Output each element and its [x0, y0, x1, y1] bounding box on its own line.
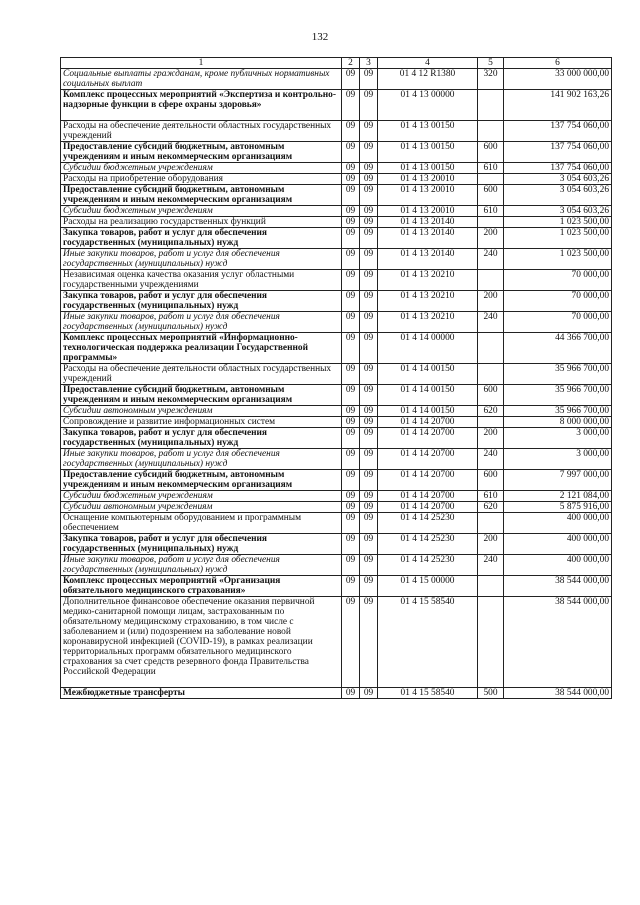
amount-cell: 1 023 500,00 — [504, 228, 612, 249]
target-article-cell: 01 4 13 20140 — [378, 217, 478, 228]
expense-type-cell — [478, 576, 504, 597]
amount-cell: 5 875 916,00 — [504, 502, 612, 513]
section-code-cell: 09 — [342, 69, 360, 90]
row-name-cell: Социальные выплаты гражданам, кроме публичных нормативных социальных выплат — [61, 69, 342, 90]
amount-cell: 1 023 500,00 — [504, 217, 612, 228]
target-article-cell: 01 4 13 20210 — [378, 312, 478, 333]
target-article-cell: 01 4 13 00150 — [378, 163, 478, 174]
table-row — [61, 185, 612, 206]
amount-cell: 137 754 060,00 — [504, 142, 612, 163]
target-article-cell: 01 4 14 25230 — [378, 513, 478, 534]
expense-type-cell: 320 — [478, 69, 504, 90]
table-row — [61, 385, 612, 406]
expense-type-cell — [478, 417, 504, 428]
expense-type-cell: 610 — [478, 206, 504, 217]
section-code-cell: 09 — [342, 513, 360, 534]
subsection-code-cell: 09 — [360, 69, 378, 90]
budget-table — [60, 57, 612, 699]
target-article-cell: 01 4 14 00150 — [378, 385, 478, 406]
row-name-cell: Комплекс процессных мероприятий «Организация обязательного медицинского страхования» — [61, 576, 342, 597]
table-row — [61, 470, 612, 491]
column-header-4: 4 — [378, 58, 478, 69]
expense-type-cell — [478, 174, 504, 185]
subsection-code-cell: 09 — [360, 249, 378, 270]
expense-type-cell: 610 — [478, 491, 504, 502]
column-header-2: 2 — [342, 58, 360, 69]
table-row — [61, 513, 612, 534]
table-row — [61, 333, 612, 364]
table-row — [61, 502, 612, 513]
section-code-cell: 09 — [342, 90, 360, 121]
subsection-code-cell: 09 — [360, 449, 378, 470]
target-article-cell: 01 4 13 00150 — [378, 121, 478, 142]
table-row — [61, 406, 612, 417]
table-row — [61, 174, 612, 185]
column-header-1: 1 — [61, 58, 342, 69]
subsection-code-cell: 09 — [360, 385, 378, 406]
table-row — [61, 291, 612, 312]
target-article-cell: 01 4 13 20140 — [378, 228, 478, 249]
amount-cell: 35 966 700,00 — [504, 406, 612, 417]
row-name-cell: Оснащение компьютерным оборудованием и программным обеспечением — [61, 513, 342, 534]
row-name-cell: Комплекс процессных мероприятий «Информационно-технологическая поддержка реализации Государственной программы» — [61, 333, 342, 364]
table-row — [61, 228, 612, 249]
target-article-cell: 01 4 13 00000 — [378, 90, 478, 121]
row-name-cell: Межбюджетные трансферты — [61, 688, 342, 699]
table-body — [61, 69, 612, 699]
amount-cell: 7 997 000,00 — [504, 470, 612, 491]
row-name-cell: Субсидии автономным учреждениям — [61, 406, 342, 417]
subsection-code-cell: 09 — [360, 491, 378, 502]
amount-cell: 141 902 163,26 — [504, 90, 612, 121]
target-article-cell: 01 4 12 R1380 — [378, 69, 478, 90]
subsection-code-cell: 09 — [360, 90, 378, 121]
amount-cell: 400 000,00 — [504, 534, 612, 555]
amount-cell: 70 000,00 — [504, 312, 612, 333]
expense-type-cell — [478, 333, 504, 364]
section-code-cell: 09 — [342, 428, 360, 449]
row-name-cell: Предоставление субсидий бюджетным, автономным учреждениям и иным некоммерческим организациям — [61, 470, 342, 491]
section-code-cell: 09 — [342, 206, 360, 217]
subsection-code-cell: 09 — [360, 597, 378, 688]
section-code-cell: 09 — [342, 142, 360, 163]
section-code-cell: 09 — [342, 406, 360, 417]
amount-cell: 400 000,00 — [504, 513, 612, 534]
section-code-cell: 09 — [342, 555, 360, 576]
expense-type-cell: 620 — [478, 502, 504, 513]
table-row — [61, 312, 612, 333]
table-row — [61, 555, 612, 576]
section-code-cell: 09 — [342, 502, 360, 513]
subsection-code-cell: 09 — [360, 270, 378, 291]
subsection-code-cell: 09 — [360, 576, 378, 597]
target-article-cell: 01 4 13 00150 — [378, 142, 478, 163]
amount-cell: 3 000,00 — [504, 449, 612, 470]
amount-cell: 44 366 700,00 — [504, 333, 612, 364]
expense-type-cell: 200 — [478, 534, 504, 555]
amount-cell: 137 754 060,00 — [504, 163, 612, 174]
expense-type-cell — [478, 364, 504, 385]
row-name-cell: Субсидии автономным учреждениям — [61, 502, 342, 513]
amount-cell: 38 544 000,00 — [504, 597, 612, 688]
target-article-cell: 01 4 13 20010 — [378, 206, 478, 217]
section-code-cell: 09 — [342, 576, 360, 597]
target-article-cell: 01 4 14 25230 — [378, 534, 478, 555]
section-code-cell: 09 — [342, 291, 360, 312]
subsection-code-cell: 09 — [360, 217, 378, 228]
target-article-cell: 01 4 13 20010 — [378, 185, 478, 206]
subsection-code-cell: 09 — [360, 174, 378, 185]
amount-cell: 35 966 700,00 — [504, 385, 612, 406]
amount-cell: 35 966 700,00 — [504, 364, 612, 385]
row-name-cell: Иные закупки товаров, работ и услуг для обеспечения государственных (муниципальных) нужд — [61, 312, 342, 333]
subsection-code-cell: 09 — [360, 364, 378, 385]
row-name-cell: Иные закупки товаров, работ и услуг для обеспечения государственных (муниципальных) нужд — [61, 249, 342, 270]
section-code-cell: 09 — [342, 121, 360, 142]
amount-cell: 400 000,00 — [504, 555, 612, 576]
expense-type-cell: 240 — [478, 555, 504, 576]
subsection-code-cell: 09 — [360, 428, 378, 449]
table-row — [61, 597, 612, 688]
target-article-cell: 01 4 15 58540 — [378, 597, 478, 688]
section-code-cell: 09 — [342, 163, 360, 174]
row-name-cell: Расходы на обеспечение деятельности областных государственных учреждений — [61, 121, 342, 142]
expense-type-cell: 610 — [478, 163, 504, 174]
row-name-cell: Закупка товаров, работ и услуг для обеспечения государственных (муниципальных) нужд — [61, 428, 342, 449]
page-number: 132 — [311, 31, 329, 43]
table-row — [61, 576, 612, 597]
expense-type-cell — [478, 121, 504, 142]
row-name-cell: Субсидии бюджетным учреждениям — [61, 163, 342, 174]
subsection-code-cell: 09 — [360, 534, 378, 555]
section-code-cell: 09 — [342, 312, 360, 333]
row-name-cell: Предоставление субсидий бюджетным, автономным учреждениям и иным некоммерческим организациям — [61, 142, 342, 163]
expense-type-cell: 240 — [478, 449, 504, 470]
table-row — [61, 364, 612, 385]
table-row — [61, 491, 612, 502]
target-article-cell: 01 4 13 20210 — [378, 270, 478, 291]
amount-cell: 70 000,00 — [504, 270, 612, 291]
table-row — [61, 417, 612, 428]
section-code-cell: 09 — [342, 597, 360, 688]
row-name-cell: Иные закупки товаров, работ и услуг для обеспечения государственных (муниципальных) нужд — [61, 449, 342, 470]
section-code-cell: 09 — [342, 174, 360, 185]
row-name-cell: Закупка товаров, работ и услуг для обеспечения государственных (муниципальных) нужд — [61, 534, 342, 555]
subsection-code-cell: 09 — [360, 513, 378, 534]
expense-type-cell: 200 — [478, 228, 504, 249]
section-code-cell: 09 — [342, 470, 360, 491]
section-code-cell: 09 — [342, 491, 360, 502]
column-header-6: 6 — [504, 58, 612, 69]
target-article-cell: 01 4 13 20140 — [378, 249, 478, 270]
section-code-cell: 09 — [342, 270, 360, 291]
target-article-cell: 01 4 14 25230 — [378, 555, 478, 576]
table-row — [61, 249, 612, 270]
subsection-code-cell: 09 — [360, 470, 378, 491]
amount-cell: 2 121 084,00 — [504, 491, 612, 502]
row-name-cell: Закупка товаров, работ и услуг для обеспечения государственных (муниципальных) нужд — [61, 291, 342, 312]
target-article-cell: 01 4 14 20700 — [378, 470, 478, 491]
subsection-code-cell: 09 — [360, 555, 378, 576]
table-row — [61, 217, 612, 228]
section-code-cell: 09 — [342, 217, 360, 228]
amount-cell: 8 000 000,00 — [504, 417, 612, 428]
subsection-code-cell: 09 — [360, 417, 378, 428]
expense-type-cell: 600 — [478, 142, 504, 163]
expense-type-cell: 200 — [478, 291, 504, 312]
amount-cell: 38 544 000,00 — [504, 688, 612, 699]
row-name-cell: Расходы на реализацию государственных функций — [61, 217, 342, 228]
expense-type-cell: 240 — [478, 249, 504, 270]
section-code-cell: 09 — [342, 417, 360, 428]
table-row — [61, 206, 612, 217]
row-name-cell: Расходы на обеспечение деятельности областных государственных учреждений — [61, 364, 342, 385]
expense-type-cell — [478, 90, 504, 121]
row-name-cell: Независимая оценка качества оказания услуг областными государственными учреждениями — [61, 270, 342, 291]
amount-cell: 1 023 500,00 — [504, 249, 612, 270]
expense-type-cell — [478, 217, 504, 228]
expense-type-cell — [478, 270, 504, 291]
subsection-code-cell: 09 — [360, 312, 378, 333]
row-name-cell: Сопровождение и развитие информационных систем — [61, 417, 342, 428]
table-row — [61, 142, 612, 163]
section-code-cell: 09 — [342, 364, 360, 385]
expense-type-cell: 200 — [478, 428, 504, 449]
row-name-cell: Субсидии бюджетным учреждениям — [61, 491, 342, 502]
row-name-cell: Иные закупки товаров, работ и услуг для обеспечения государственных (муниципальных) нужд — [61, 555, 342, 576]
subsection-code-cell: 09 — [360, 228, 378, 249]
table-row — [61, 121, 612, 142]
expense-type-cell: 600 — [478, 185, 504, 206]
amount-cell: 33 000 000,00 — [504, 69, 612, 90]
target-article-cell: 01 4 14 00150 — [378, 406, 478, 417]
section-code-cell: 09 — [342, 449, 360, 470]
target-article-cell: 01 4 13 20210 — [378, 291, 478, 312]
subsection-code-cell: 09 — [360, 291, 378, 312]
expense-type-cell: 500 — [478, 688, 504, 699]
expense-type-cell — [478, 513, 504, 534]
amount-cell: 70 000,00 — [504, 291, 612, 312]
table-row — [61, 688, 612, 699]
section-code-cell: 09 — [342, 185, 360, 206]
amount-cell: 3 054 603,26 — [504, 206, 612, 217]
row-name-cell: Предоставление субсидий бюджетным, автономным учреждениям и иным некоммерческим организациям — [61, 185, 342, 206]
row-name-cell: Предоставление субсидий бюджетным, автономным учреждениям и иным некоммерческим организациям — [61, 385, 342, 406]
target-article-cell: 01 4 14 20700 — [378, 428, 478, 449]
section-code-cell: 09 — [342, 385, 360, 406]
target-article-cell: 01 4 14 00150 — [378, 364, 478, 385]
expense-type-cell: 620 — [478, 406, 504, 417]
row-name-cell: Дополнительное финансовое обеспечение оказания первичной медико-санитарной помощи лицам, застрахованным по обязательному медицинскому страхованию, в том числе с заболеванием и (или) подозрением на заболевание новой коронавирусной инфекцией (COVID-19), в рамках реализации территориальных программ обязательного медицинского страхования за счет средств резервного фонда Правительства Российской Федерации — [61, 597, 342, 688]
table-row — [61, 90, 612, 121]
subsection-code-cell: 09 — [360, 688, 378, 699]
expense-type-cell — [478, 597, 504, 688]
table-row — [61, 534, 612, 555]
subsection-code-cell: 09 — [360, 406, 378, 417]
amount-cell: 3 000,00 — [504, 428, 612, 449]
subsection-code-cell: 09 — [360, 206, 378, 217]
target-article-cell: 01 4 13 20010 — [378, 174, 478, 185]
table-row — [61, 163, 612, 174]
target-article-cell: 01 4 15 00000 — [378, 576, 478, 597]
section-code-cell: 09 — [342, 534, 360, 555]
amount-cell: 137 754 060,00 — [504, 121, 612, 142]
subsection-code-cell: 09 — [360, 142, 378, 163]
subsection-code-cell: 09 — [360, 163, 378, 174]
target-article-cell: 01 4 14 20700 — [378, 491, 478, 502]
target-article-cell: 01 4 14 20700 — [378, 417, 478, 428]
amount-cell: 38 544 000,00 — [504, 576, 612, 597]
row-name-cell: Комплекс процессных мероприятий «Экспертиза и контрольно-надзорные функции в сфере охраны здоровья» — [61, 90, 342, 121]
table-row — [61, 428, 612, 449]
subsection-code-cell: 09 — [360, 185, 378, 206]
expense-type-cell: 600 — [478, 385, 504, 406]
column-header-5: 5 — [478, 58, 504, 69]
expense-type-cell: 240 — [478, 312, 504, 333]
expense-type-cell: 600 — [478, 470, 504, 491]
subsection-code-cell: 09 — [360, 333, 378, 364]
subsection-code-cell: 09 — [360, 121, 378, 142]
amount-cell: 3 054 603,26 — [504, 185, 612, 206]
section-code-cell: 09 — [342, 688, 360, 699]
table-row — [61, 69, 612, 90]
amount-cell: 3 054 603,26 — [504, 174, 612, 185]
table-row — [61, 449, 612, 470]
section-code-cell: 09 — [342, 228, 360, 249]
target-article-cell: 01 4 15 58540 — [378, 688, 478, 699]
target-article-cell: 01 4 14 00000 — [378, 333, 478, 364]
table-row — [61, 270, 612, 291]
table-header-row — [61, 58, 612, 69]
target-article-cell: 01 4 14 20700 — [378, 449, 478, 470]
section-code-cell: 09 — [342, 333, 360, 364]
section-code-cell: 09 — [342, 249, 360, 270]
row-name-cell: Закупка товаров, работ и услуг для обеспечения государственных (муниципальных) нужд — [61, 228, 342, 249]
row-name-cell: Субсидии бюджетным учреждениям — [61, 206, 342, 217]
row-name-cell: Расходы на приобретение оборудования — [61, 174, 342, 185]
subsection-code-cell: 09 — [360, 502, 378, 513]
column-header-3: 3 — [360, 58, 378, 69]
target-article-cell: 01 4 14 20700 — [378, 502, 478, 513]
